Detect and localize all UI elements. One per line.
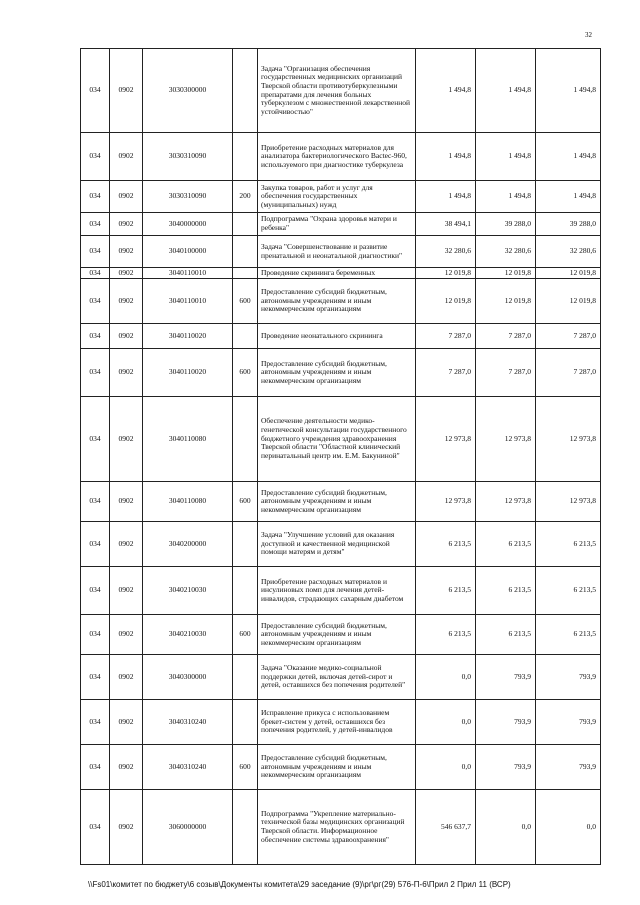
table-row [81,181,601,213]
cell-amount-year3: 1 494,8 [536,49,601,133]
cell-description: Приобретение расходных материалов и инсулиновых помп для лечения детей-инвалидов, страдающих сахарным диабетом [258,567,416,615]
cell-amount-year3: 12 019,8 [536,268,601,279]
cell-amount-year1: 6 213,5 [416,567,476,615]
cell-section-code: 0902 [110,655,143,700]
cell-section-code: 0902 [110,213,143,236]
cell-expense-type [233,655,258,700]
cell-expense-type [233,49,258,133]
cell-amount-year3: 6 213,5 [536,615,601,655]
table-row [81,397,601,482]
cell-section-code: 0902 [110,522,143,567]
cell-expense-type [233,324,258,349]
table-row [81,790,601,865]
cell-admin-code: 034 [81,324,110,349]
page-number: 32 [585,31,592,39]
cell-expense-type [233,133,258,181]
cell-amount-year2: 1 494,8 [476,133,536,181]
cell-amount-year3: 793,9 [536,745,601,790]
cell-description: Проведение скрининга беременных [258,268,416,279]
cell-amount-year1: 6 213,5 [416,615,476,655]
table-row [81,268,601,279]
cell-target-code: 3040300000 [143,655,233,700]
cell-amount-year3: 793,9 [536,655,601,700]
cell-description: Задача "Организация обеспечения государственных медицинских организаций Тверской области противотуберкулезными препаратами для лечения больных туберкулезом с множественной лекарственной устойчивостью" [258,49,416,133]
cell-target-code: 3040200000 [143,522,233,567]
cell-amount-year2: 1 494,8 [476,181,536,213]
cell-amount-year1: 0,0 [416,655,476,700]
table-row [81,700,601,745]
cell-description: Предоставление субсидий бюджетным, автономным учреждениям и иным некоммерческим организациям [258,745,416,790]
cell-amount-year2: 0,0 [476,790,536,865]
cell-amount-year3: 12 973,8 [536,397,601,482]
table-row [81,522,601,567]
table-row [81,349,601,397]
cell-expense-type [233,397,258,482]
cell-amount-year1: 546 637,7 [416,790,476,865]
cell-amount-year2: 12 019,8 [476,268,536,279]
cell-description: Задача "Оказание медико-социальной поддержки детей, включая детей-сирот и детей, оставшихся без попечения родителей" [258,655,416,700]
cell-admin-code: 034 [81,181,110,213]
cell-admin-code: 034 [81,397,110,482]
cell-amount-year2: 39 288,0 [476,213,536,236]
cell-expense-type: 200 [233,181,258,213]
cell-section-code: 0902 [110,236,143,268]
cell-description: Задача "Улучшение условий для оказания доступной и качественной медицинской помощи матерям и детям" [258,522,416,567]
cell-admin-code: 034 [81,279,110,324]
cell-target-code: 3040110080 [143,397,233,482]
cell-target-code: 3040110020 [143,349,233,397]
cell-amount-year3: 6 213,5 [536,522,601,567]
table-row [81,49,601,133]
table-row [81,133,601,181]
cell-expense-type [233,700,258,745]
cell-amount-year2: 12 019,8 [476,279,536,324]
cell-section-code: 0902 [110,279,143,324]
cell-expense-type: 600 [233,615,258,655]
cell-target-code: 3040310240 [143,745,233,790]
cell-amount-year2: 12 973,8 [476,397,536,482]
cell-amount-year3: 6 213,5 [536,567,601,615]
cell-expense-type: 600 [233,745,258,790]
cell-section-code: 0902 [110,268,143,279]
cell-expense-type: 600 [233,482,258,522]
cell-expense-type: 600 [233,349,258,397]
cell-amount-year1: 12 973,8 [416,482,476,522]
cell-amount-year1: 1 494,8 [416,133,476,181]
cell-target-code: 3040310240 [143,700,233,745]
cell-target-code: 3030310090 [143,133,233,181]
cell-admin-code: 034 [81,790,110,865]
cell-amount-year2: 793,9 [476,745,536,790]
cell-amount-year1: 12 973,8 [416,397,476,482]
cell-amount-year1: 0,0 [416,745,476,790]
cell-admin-code: 034 [81,482,110,522]
cell-target-code: 3040110010 [143,279,233,324]
cell-description: Обеспечение деятельности медико-генетической консультации государственного бюджетного учреждения здравоохранения Тверской области "Областной клинический перинатальный центр им. Е.М. Бакуниной" [258,397,416,482]
cell-amount-year1: 1 494,8 [416,181,476,213]
cell-description: Проведение неонатального скрининга [258,324,416,349]
cell-section-code: 0902 [110,349,143,397]
cell-amount-year2: 6 213,5 [476,522,536,567]
cell-amount-year3: 793,9 [536,700,601,745]
cell-amount-year2: 1 494,8 [476,49,536,133]
cell-section-code: 0902 [110,482,143,522]
cell-amount-year2: 32 280,6 [476,236,536,268]
cell-amount-year3: 1 494,8 [536,181,601,213]
cell-description: Исправление прикуса с использованием брекет-систем у детей, оставшихся без попечения родителей, у детей-инвалидов [258,700,416,745]
cell-amount-year2: 12 973,8 [476,482,536,522]
cell-admin-code: 034 [81,745,110,790]
cell-description: Задача "Совершенствование и развитие пренатальной и неонатальной диагностики" [258,236,416,268]
cell-section-code: 0902 [110,181,143,213]
cell-expense-type: 600 [233,279,258,324]
cell-amount-year2: 793,9 [476,655,536,700]
cell-amount-year1: 1 494,8 [416,49,476,133]
cell-amount-year2: 7 287,0 [476,349,536,397]
cell-amount-year3: 12 019,8 [536,279,601,324]
table-row [81,279,601,324]
cell-admin-code: 034 [81,349,110,397]
table-row [81,567,601,615]
cell-section-code: 0902 [110,745,143,790]
cell-amount-year1: 12 019,8 [416,279,476,324]
cell-amount-year3: 1 494,8 [536,133,601,181]
footer-file-path: \\Fs01\комитет по бюджету\6 созыв\Документы комитета\29 заседание (9)\рг\рг(29) 576-П-6\Прил 2 Прил 11 (ВСР) [88,880,511,889]
cell-description: Предоставление субсидий бюджетным, автономным учреждениям и иным некоммерческим организациям [258,279,416,324]
cell-expense-type [233,236,258,268]
cell-amount-year1: 12 019,8 [416,268,476,279]
cell-section-code: 0902 [110,567,143,615]
cell-description: Приобретение расходных материалов для анализатора бактериологического Bactec-960, используемого при диагностике туберкулеза [258,133,416,181]
table-row [81,324,601,349]
cell-expense-type [233,522,258,567]
cell-amount-year3: 7 287,0 [536,324,601,349]
cell-section-code: 0902 [110,133,143,181]
cell-admin-code: 034 [81,213,110,236]
cell-expense-type [233,268,258,279]
cell-target-code: 3040000000 [143,213,233,236]
cell-amount-year2: 7 287,0 [476,324,536,349]
cell-expense-type [233,213,258,236]
cell-target-code: 3060000000 [143,790,233,865]
cell-admin-code: 034 [81,133,110,181]
cell-amount-year2: 6 213,5 [476,615,536,655]
budget-table [80,48,601,865]
cell-target-code: 3040100000 [143,236,233,268]
table-row [81,615,601,655]
cell-target-code: 3040210030 [143,567,233,615]
cell-target-code: 3030310090 [143,181,233,213]
cell-admin-code: 034 [81,268,110,279]
cell-amount-year3: 7 287,0 [536,349,601,397]
cell-amount-year1: 7 287,0 [416,324,476,349]
cell-target-code: 3040110020 [143,324,233,349]
cell-section-code: 0902 [110,700,143,745]
cell-amount-year3: 0,0 [536,790,601,865]
cell-admin-code: 034 [81,49,110,133]
cell-target-code: 3030300000 [143,49,233,133]
cell-target-code: 3040110080 [143,482,233,522]
cell-amount-year1: 6 213,5 [416,522,476,567]
cell-description: Предоставление субсидий бюджетным, автономным учреждениям и иным некоммерческим организациям [258,615,416,655]
cell-amount-year3: 12 973,8 [536,482,601,522]
cell-admin-code: 034 [81,567,110,615]
table-row [81,482,601,522]
cell-target-code: 3040210030 [143,615,233,655]
table-row [81,236,601,268]
table-row [81,213,601,236]
cell-admin-code: 034 [81,700,110,745]
cell-description: Подпрограмма "Охрана здоровья матери и ребенка" [258,213,416,236]
cell-section-code: 0902 [110,324,143,349]
table-row [81,745,601,790]
cell-amount-year2: 793,9 [476,700,536,745]
cell-amount-year3: 32 280,6 [536,236,601,268]
cell-target-code: 3040110010 [143,268,233,279]
cell-amount-year1: 38 494,1 [416,213,476,236]
cell-admin-code: 034 [81,655,110,700]
cell-description: Предоставление субсидий бюджетным, автономным учреждениям и иным некоммерческим организациям [258,349,416,397]
cell-admin-code: 034 [81,615,110,655]
cell-amount-year1: 7 287,0 [416,349,476,397]
cell-section-code: 0902 [110,397,143,482]
cell-admin-code: 034 [81,236,110,268]
cell-section-code: 0902 [110,49,143,133]
cell-amount-year1: 0,0 [416,700,476,745]
cell-description: Предоставление субсидий бюджетным, автономным учреждениям и иным некоммерческим организациям [258,482,416,522]
cell-description: Закупка товаров, работ и услуг для обеспечения государственных (муниципальных) нужд [258,181,416,213]
cell-amount-year2: 6 213,5 [476,567,536,615]
cell-section-code: 0902 [110,615,143,655]
cell-admin-code: 034 [81,522,110,567]
cell-amount-year1: 32 280,6 [416,236,476,268]
cell-expense-type [233,790,258,865]
cell-description: Подпрограмма "Укрепление материально-технической базы медицинских организаций Тверской области. Информационное обеспечение системы здравоохранения" [258,790,416,865]
cell-amount-year3: 39 288,0 [536,213,601,236]
cell-expense-type [233,567,258,615]
table-body [81,49,601,865]
cell-section-code: 0902 [110,790,143,865]
table-row [81,655,601,700]
